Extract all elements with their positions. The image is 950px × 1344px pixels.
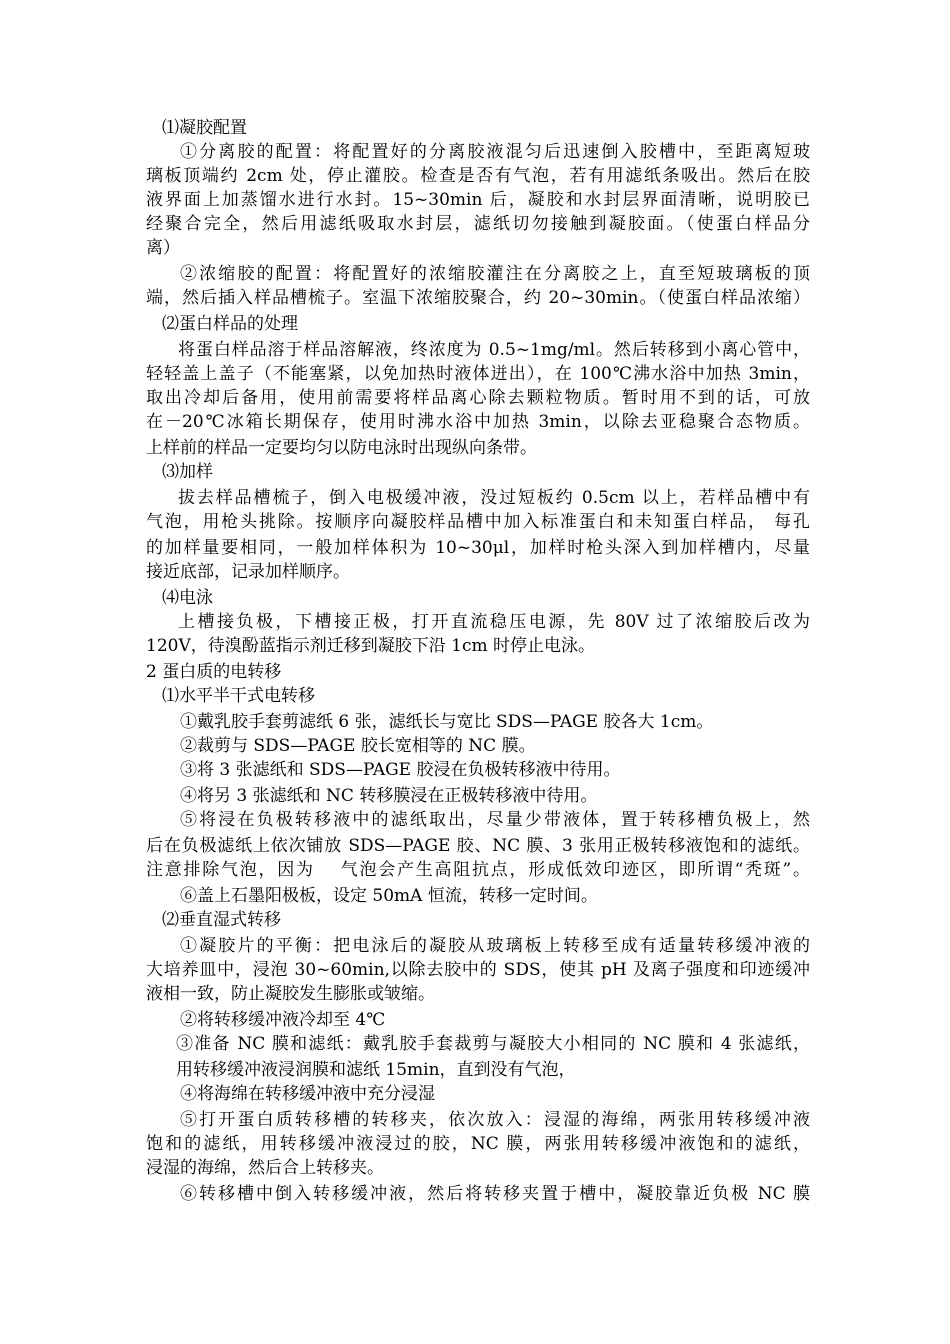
paragraph-line: 将蛋白样品溶于样品溶解液，终浓度为 0.5~1mg/ml。然后转移到小离心管中， <box>178 340 810 360</box>
paragraph-line: ⑥转移槽中倒入转移缓冲液，然后将转移夹置于槽中，凝胶靠近负极 NC 膜 <box>180 1184 810 1204</box>
paragraph-line: 后在负极滤纸上依次铺放 SDS—PAGE 胶、NC 膜、3 张用正极转移液饱和的滤纸。 <box>146 836 810 856</box>
paragraph-line: ④将另 3 张滤纸和 NC 转移膜浸在正极转移液中待用。 <box>180 786 598 806</box>
paragraph-line: 120V，待溴酚蓝指示剂迁移到凝胶下沿 1cm 时停止电泳。 <box>146 636 595 656</box>
paragraph-line: ③将 3 张滤纸和 SDS—PAGE 胶浸在负极转移液中待用。 <box>180 760 621 780</box>
paragraph-line: 离） <box>146 238 180 258</box>
paragraph-line: 浸湿的海绵，然后合上转移夹。 <box>146 1158 384 1178</box>
paragraph-line: 饱和的滤纸，用转移缓冲液浸过的胶，NC 膜，两张用转移缓冲液饱和的滤纸， <box>146 1134 810 1154</box>
paragraph-line: ②将转移缓冲液冷却至 4℃ <box>180 1010 386 1030</box>
heading-semidry-transfer: ⑴水平半干式电转移 <box>162 686 315 706</box>
paragraph-line: 上样前的样品一定要均匀以防电泳时出现纵向条带。 <box>146 438 537 458</box>
paragraph-line: 拔去样品槽梳子，倒入电极缓冲液，没过短板约 0.5cm 以上，若样品槽中有 <box>178 488 810 508</box>
paragraph-line: 轻轻盖上盖子（不能塞紧，以免加热时液体迸出），在 100℃沸水浴中加热 3min， <box>146 364 810 384</box>
heading-protein-sample: ⑵蛋白样品的处理 <box>162 314 298 334</box>
paragraph-line: 的加样量要相同，一般加样体积为 10~30μl，加样时枪头深入到加样槽内，尽量 <box>146 538 810 558</box>
paragraph-line: 气泡，用枪头挑除。按顺序向凝胶样品槽中加入标准蛋白和未知蛋白样品， 每孔 <box>146 512 810 532</box>
paragraph-line: ①戴乳胶手套剪滤纸 6 张，滤纸长与宽比 SDS—PAGE 胶各大 1cm。 <box>180 712 714 732</box>
paragraph-line: 端，然后插入样品槽梳子。室温下浓缩胶聚合，约 20~30min。（使蛋白样品浓缩） <box>146 288 810 308</box>
paragraph-line: 上槽接负极，下槽接正极，打开直流稳压电源，先 80V 过了浓缩胶后改为 <box>178 612 810 632</box>
paragraph-line: ③准备 NC 膜和滤纸：戴乳胶手套裁剪与凝胶大小相同的 NC 膜和 4 张滤纸， <box>176 1034 810 1054</box>
paragraph-line: ⑤将浸在负极转移液中的滤纸取出，尽量少带液体，置于转移槽负极上，然 <box>180 810 810 830</box>
heading-gel-preparation: ⑴凝胶配置 <box>162 118 247 138</box>
paragraph-line: 经聚合完全，然后用滤纸吸取水封层，滤纸切勿接触到凝胶面。（使蛋白样品分 <box>146 214 810 234</box>
paragraph-line: 璃板顶端约 2cm 处，停止灌胶。检查是否有气泡，若有用滤纸条吸出。然后在胶 <box>146 166 810 186</box>
paragraph-line: 液相一致，防止凝胶发生膨胀或皱缩。 <box>146 984 435 1004</box>
paragraph-line: ②裁剪与 SDS—PAGE 胶长宽相等的 NC 膜。 <box>180 736 536 756</box>
paragraph-line: ⑥盖上石墨阳极板，设定 50mA 恒流，转移一定时间。 <box>180 886 598 906</box>
heading-electrophoresis: ⑷电泳 <box>162 588 213 608</box>
paragraph-line: 取出冷却后备用，使用前需要将样品离心除去颗粒物质。暂时用不到的话，可放 <box>146 388 810 408</box>
paragraph-line: ②浓缩胶的配置：将配置好的浓缩胶灌注在分离胶之上，直至短玻璃板的顶 <box>180 264 810 284</box>
paragraph-line: 用转移缓冲液浸润膜和滤纸 15min，直到没有气泡， <box>176 1060 576 1080</box>
paragraph-line: ④将海绵在转移缓冲液中充分浸湿 <box>180 1084 435 1104</box>
paragraph-line: ①凝胶片的平衡：把电泳后的凝胶从玻璃板上转移至成有适量转移缓冲液的 <box>180 936 810 956</box>
paragraph-line: 接近底部，记录加样顺序。 <box>146 562 350 582</box>
heading-wet-transfer: ⑵垂直湿式转移 <box>162 910 281 930</box>
paragraph-line: ①分离胶的配置：将配置好的分离胶液混匀后迅速倒入胶槽中，至距离短玻 <box>180 142 810 162</box>
section-heading-electrotransfer: 2 蛋白质的电转移 <box>146 662 282 682</box>
paragraph-line: ⑤打开蛋白质转移槽的转移夹，依次放入：浸湿的海绵，两张用转移缓冲液 <box>180 1110 810 1130</box>
paragraph-line: 在－20℃冰箱长期保存，使用时沸水浴中加热 3min，以除去亚稳聚合态物质。 <box>146 412 810 432</box>
paragraph-line: 大培养皿中，浸泡 30~60min,以除去胶中的 SDS，使其 pH 及离子强度和印迹缓冲 <box>146 960 810 980</box>
heading-loading: ⑶加样 <box>162 462 213 482</box>
paragraph-line: 液界面上加蒸馏水进行水封。15~30min 后，凝胶和水封层界面清晰，说明胶已 <box>146 190 810 210</box>
paragraph-line: 注意排除气泡，因为 气泡会产生高阻抗点，形成低效印迹区，即所谓“秃斑”。 <box>146 860 810 880</box>
